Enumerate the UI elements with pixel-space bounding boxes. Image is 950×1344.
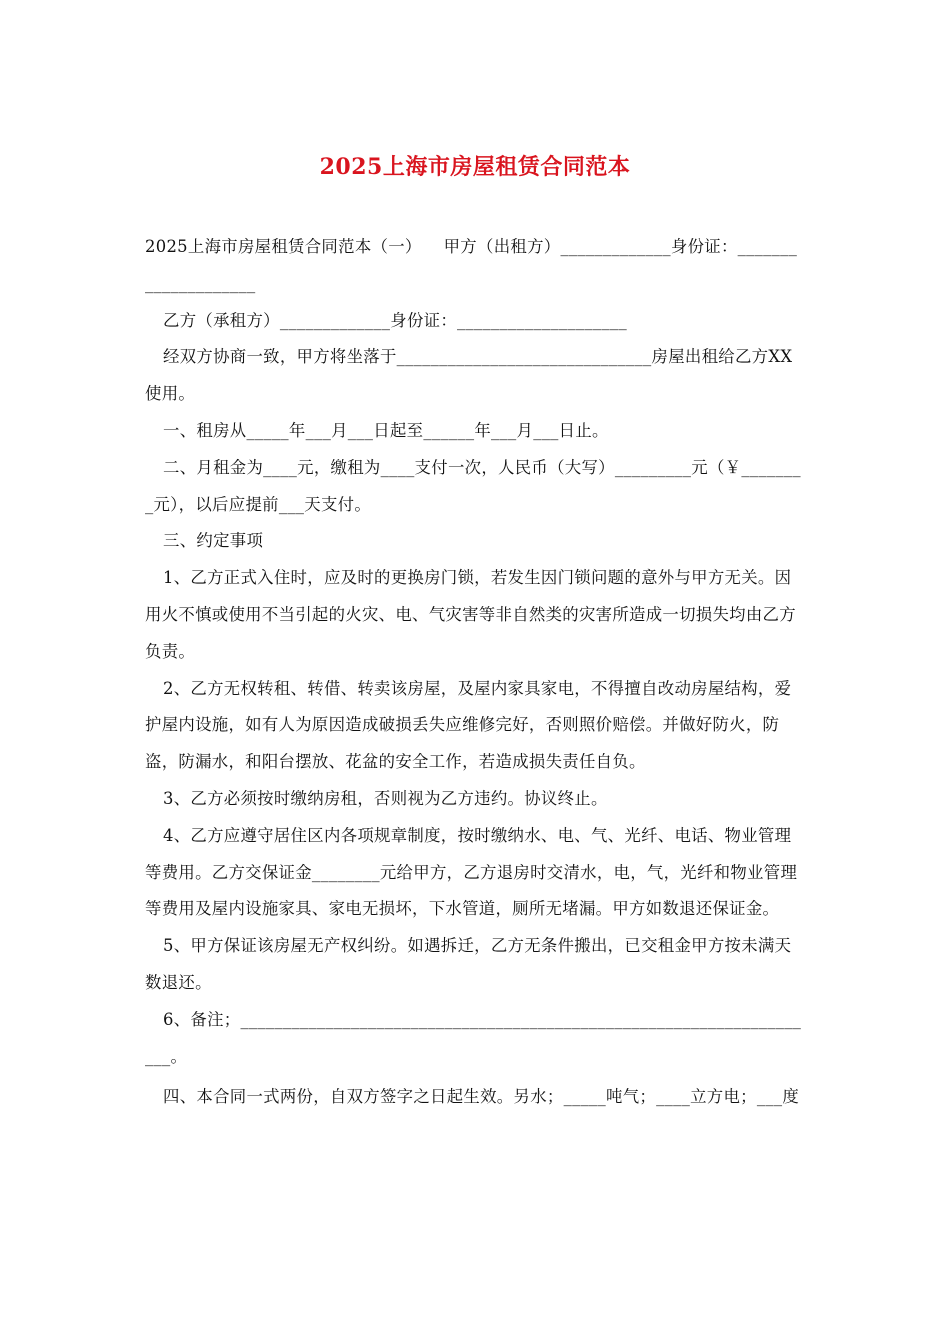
clause-6-remarks: 6、备注；_____________________________________________________________________。 [145, 1009, 802, 1066]
clause-2: 2、乙方无权转租、转借、转卖该房屋，及屋内家具家电，不得擅自改动房屋结构，爱护屋内设施，如有人为原因造成破损丢失应维修完好，否则照价赔偿。并做好防火，防盗，防漏水，和阳台摆放、花盆的安全工作，若造成损失责任自负。 [145, 678, 792, 772]
clause-4: 4、乙方应遵守居住区内各项规章制度，按时缴纳水、电、气、光纤、电话、物业管理等费用。乙方交保证金________元给甲方，乙方退房时交清水，电，气，光纤和物业管理等费用及屋内设施家具、家电无损坏，下水管道，厕所无堵漏。甲方如数退还保证金。 [145, 825, 798, 919]
clause-5: 5、甲方保证该房屋无产权纠纷。如遇拆迁，乙方无条件搬出，已交租金甲方按未满天数退还。 [145, 936, 792, 992]
document-title: 2025上海市房屋租赁合同范本 [319, 154, 631, 180]
contract-body [145, 229, 805, 1116]
party-b-paragraph: 乙方（承租方）_____________身份证：____________________ [163, 310, 627, 330]
contract-intro-paragraph: 2025上海市房屋租赁合同范本（一） 甲方（出租方）_____________身份证：____________________ [145, 237, 798, 293]
clause-3: 3、乙方必须按时缴纳房租，否则视为乙方违约。协议终止。 [163, 788, 608, 808]
agreement-heading: 三、约定事项 [163, 531, 264, 551]
property-paragraph: 经双方协商一致，甲方将坐落于______________________________房屋出租给乙方XX使用。 [145, 347, 793, 404]
rent-paragraph: 二、月租金为____元，缴租为____支付一次，人民币（大写）_________元（￥________元），以后应提前___天支付。 [145, 457, 801, 514]
section-4-paragraph: 四、本合同一式两份，自双方签字之日起生效。另水；_____吨气；____立方电；___度 [163, 1087, 800, 1107]
term-paragraph: 一、租房从_____年___月___日起至______年___月___日止。 [163, 420, 609, 440]
clause-1: 1、乙方正式入住时，应及时的更换房门锁，若发生因门锁问题的意外与甲方无关。因用火不慎或使用不当引起的火灾、电、气灾害等非自然类的灾害所造成一切损失均由乙方负责。 [145, 568, 796, 661]
